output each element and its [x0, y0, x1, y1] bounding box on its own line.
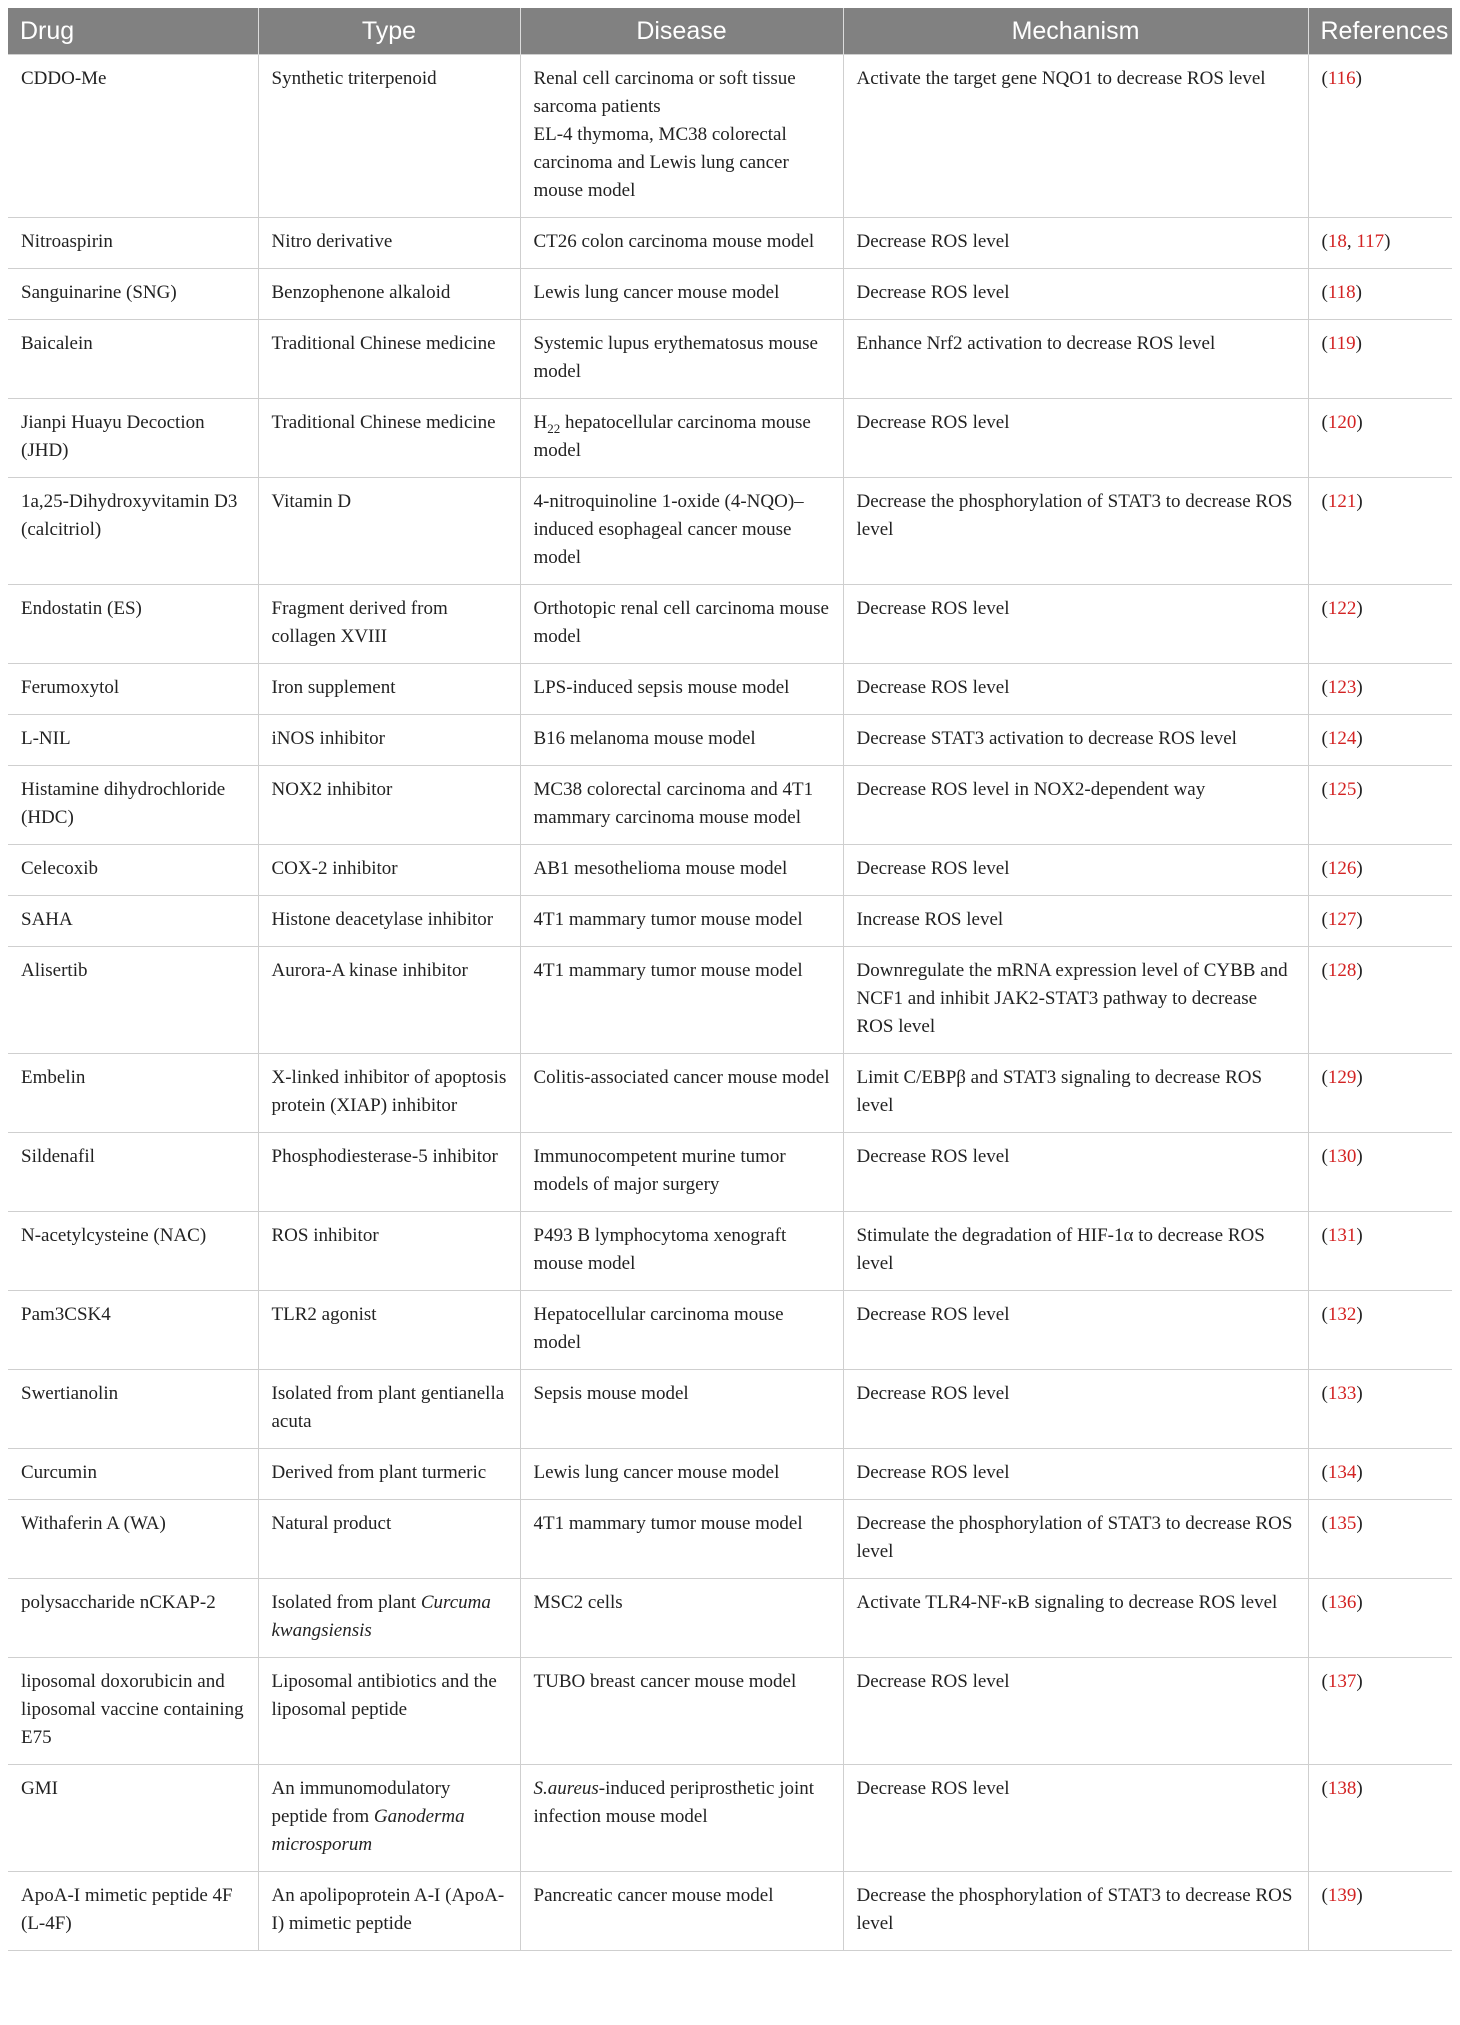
- table-row: [8, 478, 1452, 585]
- references-cell: (135): [1308, 1500, 1452, 1579]
- type-cell: Histone deacetylase inhibitor: [258, 896, 520, 947]
- drug-cell: GMI: [8, 1765, 258, 1872]
- type-cell: Natural product: [258, 1500, 520, 1579]
- type-cell: Vitamin D: [258, 478, 520, 585]
- disease-cell: B16 melanoma mouse model: [520, 715, 843, 766]
- disease-text: H: [533, 412, 548, 433]
- type-cell: Fragment derived from collagen XVIII: [258, 585, 520, 664]
- mechanism-cell: Decrease STAT3 activation to decrease ROS level: [843, 715, 1308, 766]
- header-disease: Disease: [520, 8, 843, 55]
- reference-link[interactable]: 119: [1327, 333, 1356, 354]
- table-row: [8, 1765, 1452, 1872]
- disease-cell: Renal cell carcinoma or soft tissue sarcoma patients EL-4 thymoma, MC38 colorectal carcinoma and Lewis lung cancer mouse model: [520, 55, 843, 218]
- reference-link[interactable]: 131: [1327, 1225, 1357, 1246]
- header-mechanism: Mechanism: [843, 8, 1308, 55]
- drug-cell: Jianpi Huayu Decoction (JHD): [8, 399, 258, 478]
- drug-cell: Withaferin A (WA): [8, 1500, 258, 1579]
- disease-cell: Immunocompetent murine tumor models of major surgery: [520, 1133, 843, 1212]
- references-cell: (139): [1308, 1872, 1452, 1951]
- mechanism-cell: Decrease ROS level: [843, 1449, 1308, 1500]
- mechanism-cell: Decrease ROS level: [843, 1291, 1308, 1370]
- mechanism-cell: Decrease the phosphorylation of STAT3 to decrease ROS level: [843, 1500, 1308, 1579]
- table-row: [8, 55, 1452, 218]
- mechanism-cell: Decrease ROS level: [843, 585, 1308, 664]
- drug-cell: CDDO-Me: [8, 55, 258, 218]
- type-cell: NOX2 inhibitor: [258, 766, 520, 845]
- drug-cell: SAHA: [8, 896, 258, 947]
- table-row: [8, 1212, 1452, 1291]
- reference-link[interactable]: 127: [1327, 909, 1357, 930]
- references-cell: (134): [1308, 1449, 1452, 1500]
- reference-link[interactable]: 126: [1327, 858, 1357, 879]
- mechanism-cell: Enhance Nrf2 activation to decrease ROS level: [843, 320, 1308, 399]
- disease-cell: LPS-induced sepsis mouse model: [520, 664, 843, 715]
- drug-cell: Sildenafil: [8, 1133, 258, 1212]
- reference-link[interactable]: 133: [1327, 1383, 1357, 1404]
- reference-link[interactable]: 134: [1327, 1462, 1357, 1483]
- drug-cell: Alisertib: [8, 947, 258, 1054]
- reference-link[interactable]: 128: [1327, 960, 1357, 981]
- drug-table: [8, 8, 1452, 1951]
- type-cell: Derived from plant turmeric: [258, 1449, 520, 1500]
- references-cell: (133): [1308, 1370, 1452, 1449]
- disease-text: -induced periprosthetic joint infection mouse model: [533, 1778, 815, 1827]
- table-body: [8, 55, 1452, 1951]
- disease-subscript: 22: [547, 420, 561, 436]
- references-cell: (118): [1308, 269, 1452, 320]
- table-row: [8, 766, 1452, 845]
- mechanism-cell: Decrease ROS level: [843, 1658, 1308, 1765]
- disease-cell: Sepsis mouse model: [520, 1370, 843, 1449]
- type-cell: Aurora-A kinase inhibitor: [258, 947, 520, 1054]
- drug-cell: N-acetylcysteine (NAC): [8, 1212, 258, 1291]
- drug-cell: liposomal doxorubicin and liposomal vaccine containing E75: [8, 1658, 258, 1765]
- references-cell: (128): [1308, 947, 1452, 1054]
- mechanism-cell: Decrease ROS level: [843, 399, 1308, 478]
- mechanism-cell: Decrease the phosphorylation of STAT3 to decrease ROS level: [843, 1872, 1308, 1951]
- references-cell: (18, 117): [1308, 218, 1452, 269]
- table-row: [8, 1449, 1452, 1500]
- reference-link[interactable]: 130: [1327, 1146, 1357, 1167]
- table-row: [8, 1291, 1452, 1370]
- references-cell: (125): [1308, 766, 1452, 845]
- table-row: [8, 845, 1452, 896]
- type-cell: COX-2 inhibitor: [258, 845, 520, 896]
- reference-link[interactable]: 124: [1327, 728, 1357, 749]
- mechanism-cell: Decrease ROS level: [843, 845, 1308, 896]
- table-row: [8, 269, 1452, 320]
- references-cell: (126): [1308, 845, 1452, 896]
- mechanism-cell: Increase ROS level: [843, 896, 1308, 947]
- disease-text: hepatocellular carcinoma mouse model: [533, 412, 811, 461]
- disease-cell: MSC2 cells: [520, 1579, 843, 1658]
- references-cell: (120): [1308, 399, 1452, 478]
- drug-cell: Celecoxib: [8, 845, 258, 896]
- disease-cell: 4T1 mammary tumor mouse model: [520, 947, 843, 1054]
- disease-cell: CT26 colon carcinoma mouse model: [520, 218, 843, 269]
- mechanism-cell: Activate TLR4-NF-κB signaling to decrease ROS level: [843, 1579, 1308, 1658]
- mechanism-cell: Stimulate the degradation of HIF-1α to decrease ROS level: [843, 1212, 1308, 1291]
- disease-cell: 4-nitroquinoline 1-oxide (4-NQO)–induced esophageal cancer mouse model: [520, 478, 843, 585]
- mechanism-cell: Downregulate the mRNA expression level of CYBB and NCF1 and inhibit JAK2-STAT3 pathway to decrease ROS level: [843, 947, 1308, 1054]
- type-cell: Nitro derivative: [258, 218, 520, 269]
- reference-link[interactable]: 122: [1327, 598, 1357, 619]
- mechanism-cell: Decrease ROS level: [843, 1765, 1308, 1872]
- table-row: [8, 399, 1452, 478]
- references-cell: (129): [1308, 1054, 1452, 1133]
- references-cell: (116): [1308, 55, 1452, 218]
- disease-cell: MC38 colorectal carcinoma and 4T1 mammary carcinoma mouse model: [520, 766, 843, 845]
- drug-cell: ApoA-I mimetic peptide 4F (L-4F): [8, 1872, 258, 1951]
- mechanism-cell: Decrease ROS level: [843, 269, 1308, 320]
- table-row: [8, 1133, 1452, 1212]
- drug-cell: 1a,25-Dihydroxyvitamin D3 (calcitriol): [8, 478, 258, 585]
- type-text: Isolated from plant: [271, 1592, 421, 1613]
- mechanism-cell: Decrease ROS level: [843, 1133, 1308, 1212]
- drug-cell: Sanguinarine (SNG): [8, 269, 258, 320]
- reference-link[interactable]: 138: [1327, 1778, 1357, 1799]
- table-row: [8, 585, 1452, 664]
- mechanism-cell: Decrease ROS level: [843, 218, 1308, 269]
- disease-cell: Systemic lupus erythematosus mouse model: [520, 320, 843, 399]
- reference-link[interactable]: 120: [1327, 412, 1357, 433]
- references-cell: (123): [1308, 664, 1452, 715]
- references-cell: (130): [1308, 1133, 1452, 1212]
- reference-link[interactable]: 132: [1327, 1304, 1357, 1325]
- type-cell: Liposomal antibiotics and the liposomal peptide: [258, 1658, 520, 1765]
- references-cell: (124): [1308, 715, 1452, 766]
- mechanism-cell: Decrease ROS level: [843, 664, 1308, 715]
- disease-cell: AB1 mesothelioma mouse model: [520, 845, 843, 896]
- drug-cell: polysaccharide nCKAP-2: [8, 1579, 258, 1658]
- references-cell: (131): [1308, 1212, 1452, 1291]
- mechanism-cell: Decrease the phosphorylation of STAT3 to decrease ROS level: [843, 478, 1308, 585]
- references-cell: (136): [1308, 1579, 1452, 1658]
- drug-cell: Curcumin: [8, 1449, 258, 1500]
- reference-link[interactable]: 139: [1327, 1885, 1357, 1906]
- disease-cell: Orthotopic renal cell carcinoma mouse model: [520, 585, 843, 664]
- drug-cell: Baicalein: [8, 320, 258, 399]
- drug-cell: L-NIL: [8, 715, 258, 766]
- type-cell: [258, 1579, 520, 1658]
- table-row: [8, 320, 1452, 399]
- drug-cell: Histamine dihydrochloride (HDC): [8, 766, 258, 845]
- references-cell: (119): [1308, 320, 1452, 399]
- disease-italic-text: S.aureus: [533, 1778, 599, 1799]
- disease-cell: 4T1 mammary tumor mouse model: [520, 896, 843, 947]
- drug-cell: Swertianolin: [8, 1370, 258, 1449]
- type-cell: Phosphodiesterase-5 inhibitor: [258, 1133, 520, 1212]
- mechanism-cell: Decrease ROS level: [843, 1370, 1308, 1449]
- disease-cell: Colitis-associated cancer mouse model: [520, 1054, 843, 1133]
- table-row: [8, 947, 1452, 1054]
- disease-cell: [520, 399, 843, 478]
- table-row: [8, 1500, 1452, 1579]
- header-references: References: [1308, 8, 1452, 55]
- references-cell: (138): [1308, 1765, 1452, 1872]
- reference-link[interactable]: 136: [1327, 1592, 1357, 1613]
- type-cell: Benzophenone alkaloid: [258, 269, 520, 320]
- type-cell: X-linked inhibitor of apoptosis protein (XIAP) inhibitor: [258, 1054, 520, 1133]
- drug-cell: Pam3CSK4: [8, 1291, 258, 1370]
- reference-link[interactable]: 116: [1327, 68, 1356, 89]
- disease-cell: P493 B lymphocytoma xenograft mouse model: [520, 1212, 843, 1291]
- reference-link[interactable]: 129: [1327, 1067, 1357, 1088]
- type-cell: [258, 1765, 520, 1872]
- drug-cell: Endostatin (ES): [8, 585, 258, 664]
- table-row: [8, 1872, 1452, 1951]
- mechanism-cell: Limit C/EBPβ and STAT3 signaling to decrease ROS level: [843, 1054, 1308, 1133]
- type-cell: Synthetic triterpenoid: [258, 55, 520, 218]
- type-cell: ROS inhibitor: [258, 1212, 520, 1291]
- reference-link[interactable]: 117: [1356, 231, 1385, 252]
- table-row: [8, 1370, 1452, 1449]
- reference-link[interactable]: 118: [1327, 282, 1356, 303]
- references-cell: (132): [1308, 1291, 1452, 1370]
- table-row: [8, 1054, 1452, 1133]
- type-cell: iNOS inhibitor: [258, 715, 520, 766]
- disease-cell: 4T1 mammary tumor mouse model: [520, 1500, 843, 1579]
- type-cell: Isolated from plant gentianella acuta: [258, 1370, 520, 1449]
- drug-cell: Ferumoxytol: [8, 664, 258, 715]
- table-row: [8, 664, 1452, 715]
- disease-cell: [520, 1765, 843, 1872]
- type-italic-text: Ganoderma microsporum: [271, 1806, 465, 1855]
- header-drug: Drug: [8, 8, 258, 55]
- type-cell: An apolipoprotein A-I (ApoA-I) mimetic peptide: [258, 1872, 520, 1951]
- disease-cell: Lewis lung cancer mouse model: [520, 1449, 843, 1500]
- references-cell: (121): [1308, 478, 1452, 585]
- type-cell: Traditional Chinese medicine: [258, 320, 520, 399]
- reference-link[interactable]: 135: [1327, 1513, 1357, 1534]
- mechanism-cell: Decrease ROS level in NOX2-dependent way: [843, 766, 1308, 845]
- type-cell: TLR2 agonist: [258, 1291, 520, 1370]
- table-row: [8, 715, 1452, 766]
- reference-link[interactable]: 125: [1327, 779, 1357, 800]
- type-italic-text: Curcuma kwangsiensis: [271, 1592, 491, 1641]
- reference-link[interactable]: 18: [1327, 231, 1347, 252]
- type-cell: Traditional Chinese medicine: [258, 399, 520, 478]
- header-row: [8, 8, 1452, 55]
- drug-cell: Nitroaspirin: [8, 218, 258, 269]
- drug-table-container: [8, 8, 1452, 1951]
- table-row: [8, 1579, 1452, 1658]
- reference-link[interactable]: 121: [1327, 491, 1357, 512]
- disease-cell: Lewis lung cancer mouse model: [520, 269, 843, 320]
- table-row: [8, 1658, 1452, 1765]
- mechanism-cell: Activate the target gene NQO1 to decrease ROS level: [843, 55, 1308, 218]
- references-cell: (127): [1308, 896, 1452, 947]
- table-row: [8, 896, 1452, 947]
- reference-link[interactable]: 137: [1327, 1671, 1357, 1692]
- reference-link[interactable]: 123: [1327, 677, 1357, 698]
- table-row: [8, 218, 1452, 269]
- disease-cell: TUBO breast cancer mouse model: [520, 1658, 843, 1765]
- header-type: Type: [258, 8, 520, 55]
- references-cell: (122): [1308, 585, 1452, 664]
- disease-cell: Hepatocellular carcinoma mouse model: [520, 1291, 843, 1370]
- references-cell: (137): [1308, 1658, 1452, 1765]
- type-cell: Iron supplement: [258, 664, 520, 715]
- disease-cell: Pancreatic cancer mouse model: [520, 1872, 843, 1951]
- drug-cell: Embelin: [8, 1054, 258, 1133]
- type-text: An immunomodulatory peptide from: [271, 1778, 451, 1827]
